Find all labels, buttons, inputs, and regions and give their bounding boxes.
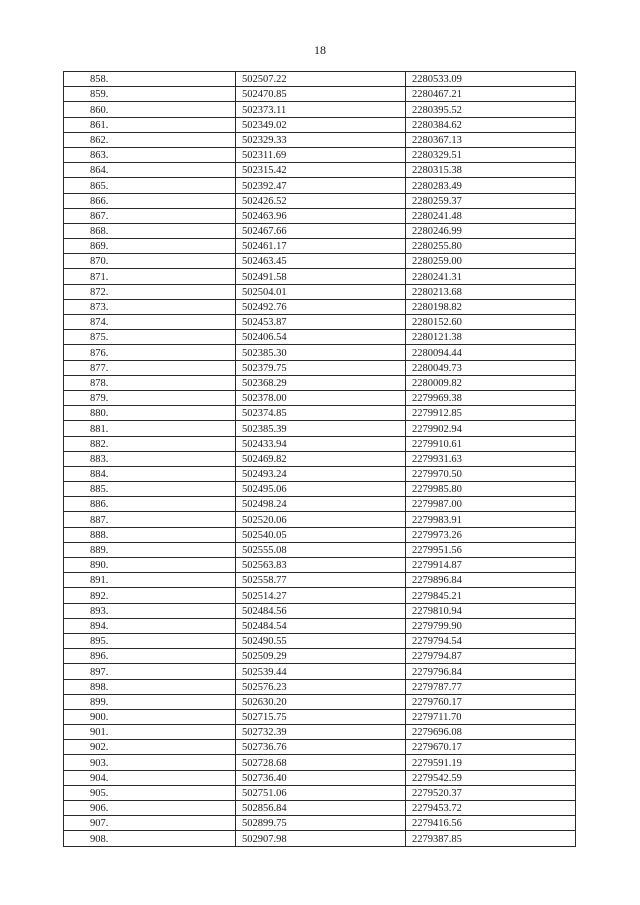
table-row <box>64 436 576 451</box>
y-coordinate-cell: 2280467.21 <box>406 87 576 102</box>
x-coordinate-cell: 502539.44 <box>236 664 406 679</box>
y-coordinate-cell: 2280246.99 <box>406 223 576 238</box>
x-coordinate-cell: 502558.77 <box>236 573 406 588</box>
point-number-cell: 868. <box>64 223 236 238</box>
y-coordinate-cell: 2279794.87 <box>406 649 576 664</box>
y-coordinate-cell: 2280367.13 <box>406 132 576 147</box>
table-row <box>64 466 576 481</box>
point-number-cell: 861. <box>64 117 236 132</box>
x-coordinate-cell: 502856.84 <box>236 801 406 816</box>
table-row <box>64 573 576 588</box>
point-number-cell: 866. <box>64 193 236 208</box>
point-number-cell: 900. <box>64 709 236 724</box>
y-coordinate-cell: 2279951.56 <box>406 542 576 557</box>
y-coordinate-cell: 2279973.26 <box>406 527 576 542</box>
point-number-cell: 894. <box>64 618 236 633</box>
point-number-cell: 863. <box>64 147 236 162</box>
table-row <box>64 482 576 497</box>
x-coordinate-cell: 502315.42 <box>236 163 406 178</box>
table-row <box>64 239 576 254</box>
point-number-cell: 895. <box>64 633 236 648</box>
point-number-cell: 862. <box>64 132 236 147</box>
table-row <box>64 269 576 284</box>
point-number-cell: 873. <box>64 299 236 314</box>
table-row <box>64 345 576 360</box>
table-row <box>64 785 576 800</box>
coordinates-table <box>63 71 576 847</box>
point-number-cell: 904. <box>64 770 236 785</box>
point-number-cell: 903. <box>64 755 236 770</box>
y-coordinate-cell: 2279912.85 <box>406 406 576 421</box>
y-coordinate-cell: 2280329.51 <box>406 147 576 162</box>
point-number-cell: 869. <box>64 239 236 254</box>
y-coordinate-cell: 2279902.94 <box>406 421 576 436</box>
point-number-cell: 901. <box>64 725 236 740</box>
x-coordinate-cell: 502385.30 <box>236 345 406 360</box>
y-coordinate-cell: 2279787.77 <box>406 679 576 694</box>
table-row <box>64 223 576 238</box>
point-number-cell: 872. <box>64 284 236 299</box>
x-coordinate-cell: 502504.01 <box>236 284 406 299</box>
y-coordinate-cell: 2279670.17 <box>406 740 576 755</box>
x-coordinate-cell: 502470.85 <box>236 87 406 102</box>
y-coordinate-cell: 2279520.37 <box>406 785 576 800</box>
point-number-cell: 884. <box>64 466 236 481</box>
x-coordinate-cell: 502736.40 <box>236 770 406 785</box>
table-row <box>64 163 576 178</box>
x-coordinate-cell: 502493.24 <box>236 466 406 481</box>
table-row <box>64 633 576 648</box>
table-row <box>64 558 576 573</box>
x-coordinate-cell: 502467.66 <box>236 223 406 238</box>
point-number-cell: 890. <box>64 558 236 573</box>
table-row <box>64 117 576 132</box>
x-coordinate-cell: 502509.29 <box>236 649 406 664</box>
y-coordinate-cell: 2279796.84 <box>406 664 576 679</box>
table-row <box>64 618 576 633</box>
x-coordinate-cell: 502563.83 <box>236 558 406 573</box>
x-coordinate-cell: 502433.94 <box>236 436 406 451</box>
y-coordinate-cell: 2279453.72 <box>406 801 576 816</box>
y-coordinate-cell: 2279969.38 <box>406 390 576 405</box>
x-coordinate-cell: 502392.47 <box>236 178 406 193</box>
table-row <box>64 360 576 375</box>
y-coordinate-cell: 2279542.59 <box>406 770 576 785</box>
y-coordinate-cell: 2280049.73 <box>406 360 576 375</box>
x-coordinate-cell: 502490.55 <box>236 633 406 648</box>
y-coordinate-cell: 2280384.62 <box>406 117 576 132</box>
y-coordinate-cell: 2279591.19 <box>406 755 576 770</box>
point-number-cell: 870. <box>64 254 236 269</box>
y-coordinate-cell: 2279416.56 <box>406 816 576 831</box>
point-number-cell: 865. <box>64 178 236 193</box>
y-coordinate-cell: 2279970.50 <box>406 466 576 481</box>
y-coordinate-cell: 2279845.21 <box>406 588 576 603</box>
table-row <box>64 315 576 330</box>
point-number-cell: 905. <box>64 785 236 800</box>
y-coordinate-cell: 2279760.17 <box>406 694 576 709</box>
point-number-cell: 908. <box>64 831 236 846</box>
x-coordinate-cell: 502426.52 <box>236 193 406 208</box>
x-coordinate-cell: 502728.68 <box>236 755 406 770</box>
x-coordinate-cell: 502555.08 <box>236 542 406 557</box>
y-coordinate-cell: 2279983.91 <box>406 512 576 527</box>
point-number-cell: 887. <box>64 512 236 527</box>
table-row <box>64 284 576 299</box>
table-row <box>64 421 576 436</box>
table-row <box>64 588 576 603</box>
point-number-cell: 899. <box>64 694 236 709</box>
table-row <box>64 801 576 816</box>
y-coordinate-cell: 2280121.38 <box>406 330 576 345</box>
x-coordinate-cell: 502540.05 <box>236 527 406 542</box>
x-coordinate-cell: 502736.76 <box>236 740 406 755</box>
table-row <box>64 330 576 345</box>
y-coordinate-cell: 2280152.60 <box>406 315 576 330</box>
table-row <box>64 725 576 740</box>
x-coordinate-cell: 502899.75 <box>236 816 406 831</box>
x-coordinate-cell: 502751.06 <box>236 785 406 800</box>
table-row <box>64 406 576 421</box>
table-row <box>64 679 576 694</box>
table-row <box>64 816 576 831</box>
table-row <box>64 831 576 846</box>
x-coordinate-cell: 502453.87 <box>236 315 406 330</box>
point-number-cell: 858. <box>64 72 236 87</box>
y-coordinate-cell: 2280255.80 <box>406 239 576 254</box>
table-row <box>64 497 576 512</box>
table-row <box>64 451 576 466</box>
point-number-cell: 881. <box>64 421 236 436</box>
x-coordinate-cell: 502373.11 <box>236 102 406 117</box>
y-coordinate-cell: 2279711.70 <box>406 709 576 724</box>
point-number-cell: 889. <box>64 542 236 557</box>
table-row <box>64 694 576 709</box>
y-coordinate-cell: 2280198.82 <box>406 299 576 314</box>
y-coordinate-cell: 2280094.44 <box>406 345 576 360</box>
y-coordinate-cell: 2279387.85 <box>406 831 576 846</box>
table-row <box>64 254 576 269</box>
point-number-cell: 896. <box>64 649 236 664</box>
x-coordinate-cell: 502484.54 <box>236 618 406 633</box>
point-number-cell: 876. <box>64 345 236 360</box>
point-number-cell: 864. <box>64 163 236 178</box>
x-coordinate-cell: 502907.98 <box>236 831 406 846</box>
x-coordinate-cell: 502463.45 <box>236 254 406 269</box>
table-row <box>64 208 576 223</box>
table-row <box>64 72 576 87</box>
x-coordinate-cell: 502374.85 <box>236 406 406 421</box>
x-coordinate-cell: 502469.82 <box>236 451 406 466</box>
y-coordinate-cell: 2279985.80 <box>406 482 576 497</box>
x-coordinate-cell: 502406.54 <box>236 330 406 345</box>
x-coordinate-cell: 502378.00 <box>236 390 406 405</box>
point-number-cell: 871. <box>64 269 236 284</box>
x-coordinate-cell: 502514.27 <box>236 588 406 603</box>
table-row <box>64 755 576 770</box>
point-number-cell: 883. <box>64 451 236 466</box>
y-coordinate-cell: 2279914.87 <box>406 558 576 573</box>
point-number-cell: 882. <box>64 436 236 451</box>
x-coordinate-cell: 502311.69 <box>236 147 406 162</box>
page-number: 18 <box>314 43 326 57</box>
y-coordinate-cell: 2279696.08 <box>406 725 576 740</box>
coordinates-table-body <box>64 72 576 847</box>
point-number-cell: 907. <box>64 816 236 831</box>
point-number-cell: 906. <box>64 801 236 816</box>
x-coordinate-cell: 502498.24 <box>236 497 406 512</box>
y-coordinate-cell: 2279799.90 <box>406 618 576 633</box>
y-coordinate-cell: 2279810.94 <box>406 603 576 618</box>
x-coordinate-cell: 502329.33 <box>236 132 406 147</box>
x-coordinate-cell: 502492.76 <box>236 299 406 314</box>
table-row <box>64 770 576 785</box>
table-row <box>64 709 576 724</box>
x-coordinate-cell: 502463.96 <box>236 208 406 223</box>
table-row <box>64 299 576 314</box>
y-coordinate-cell: 2279931.63 <box>406 451 576 466</box>
table-row <box>64 390 576 405</box>
x-coordinate-cell: 502732.39 <box>236 725 406 740</box>
table-row <box>64 178 576 193</box>
x-coordinate-cell: 502349.02 <box>236 117 406 132</box>
x-coordinate-cell: 502507.22 <box>236 72 406 87</box>
point-number-cell: 859. <box>64 87 236 102</box>
point-number-cell: 888. <box>64 527 236 542</box>
point-number-cell: 891. <box>64 573 236 588</box>
point-number-cell: 878. <box>64 375 236 390</box>
point-number-cell: 897. <box>64 664 236 679</box>
y-coordinate-cell: 2280395.52 <box>406 102 576 117</box>
table-row <box>64 147 576 162</box>
table-row <box>64 132 576 147</box>
point-number-cell: 875. <box>64 330 236 345</box>
point-number-cell: 879. <box>64 390 236 405</box>
y-coordinate-cell: 2280009.82 <box>406 375 576 390</box>
point-number-cell: 902. <box>64 740 236 755</box>
x-coordinate-cell: 502576.23 <box>236 679 406 694</box>
x-coordinate-cell: 502715.75 <box>236 709 406 724</box>
point-number-cell: 860. <box>64 102 236 117</box>
y-coordinate-cell: 2280315.38 <box>406 163 576 178</box>
y-coordinate-cell: 2279910.61 <box>406 436 576 451</box>
table-row <box>64 603 576 618</box>
x-coordinate-cell: 502368.29 <box>236 375 406 390</box>
y-coordinate-cell: 2280241.31 <box>406 269 576 284</box>
point-number-cell: 886. <box>64 497 236 512</box>
point-number-cell: 867. <box>64 208 236 223</box>
table-row <box>64 375 576 390</box>
x-coordinate-cell: 502461.17 <box>236 239 406 254</box>
y-coordinate-cell: 2279987.00 <box>406 497 576 512</box>
y-coordinate-cell: 2280283.49 <box>406 178 576 193</box>
x-coordinate-cell: 502385.39 <box>236 421 406 436</box>
y-coordinate-cell: 2279794.54 <box>406 633 576 648</box>
table-row <box>64 527 576 542</box>
point-number-cell: 898. <box>64 679 236 694</box>
y-coordinate-cell: 2280259.00 <box>406 254 576 269</box>
x-coordinate-cell: 502484.56 <box>236 603 406 618</box>
table-row <box>64 102 576 117</box>
y-coordinate-cell: 2280241.48 <box>406 208 576 223</box>
point-number-cell: 885. <box>64 482 236 497</box>
table-row <box>64 664 576 679</box>
x-coordinate-cell: 502379.75 <box>236 360 406 375</box>
table-row <box>64 542 576 557</box>
point-number-cell: 877. <box>64 360 236 375</box>
y-coordinate-cell: 2279896.84 <box>406 573 576 588</box>
y-coordinate-cell: 2280533.09 <box>406 72 576 87</box>
x-coordinate-cell: 502495.06 <box>236 482 406 497</box>
point-number-cell: 880. <box>64 406 236 421</box>
point-number-cell: 893. <box>64 603 236 618</box>
table-row <box>64 740 576 755</box>
point-number-cell: 874. <box>64 315 236 330</box>
table-row <box>64 512 576 527</box>
x-coordinate-cell: 502520.06 <box>236 512 406 527</box>
x-coordinate-cell: 502491.58 <box>236 269 406 284</box>
y-coordinate-cell: 2280259.37 <box>406 193 576 208</box>
y-coordinate-cell: 2280213.68 <box>406 284 576 299</box>
x-coordinate-cell: 502630.20 <box>236 694 406 709</box>
table-row <box>64 193 576 208</box>
table-row <box>64 649 576 664</box>
point-number-cell: 892. <box>64 588 236 603</box>
table-row <box>64 87 576 102</box>
